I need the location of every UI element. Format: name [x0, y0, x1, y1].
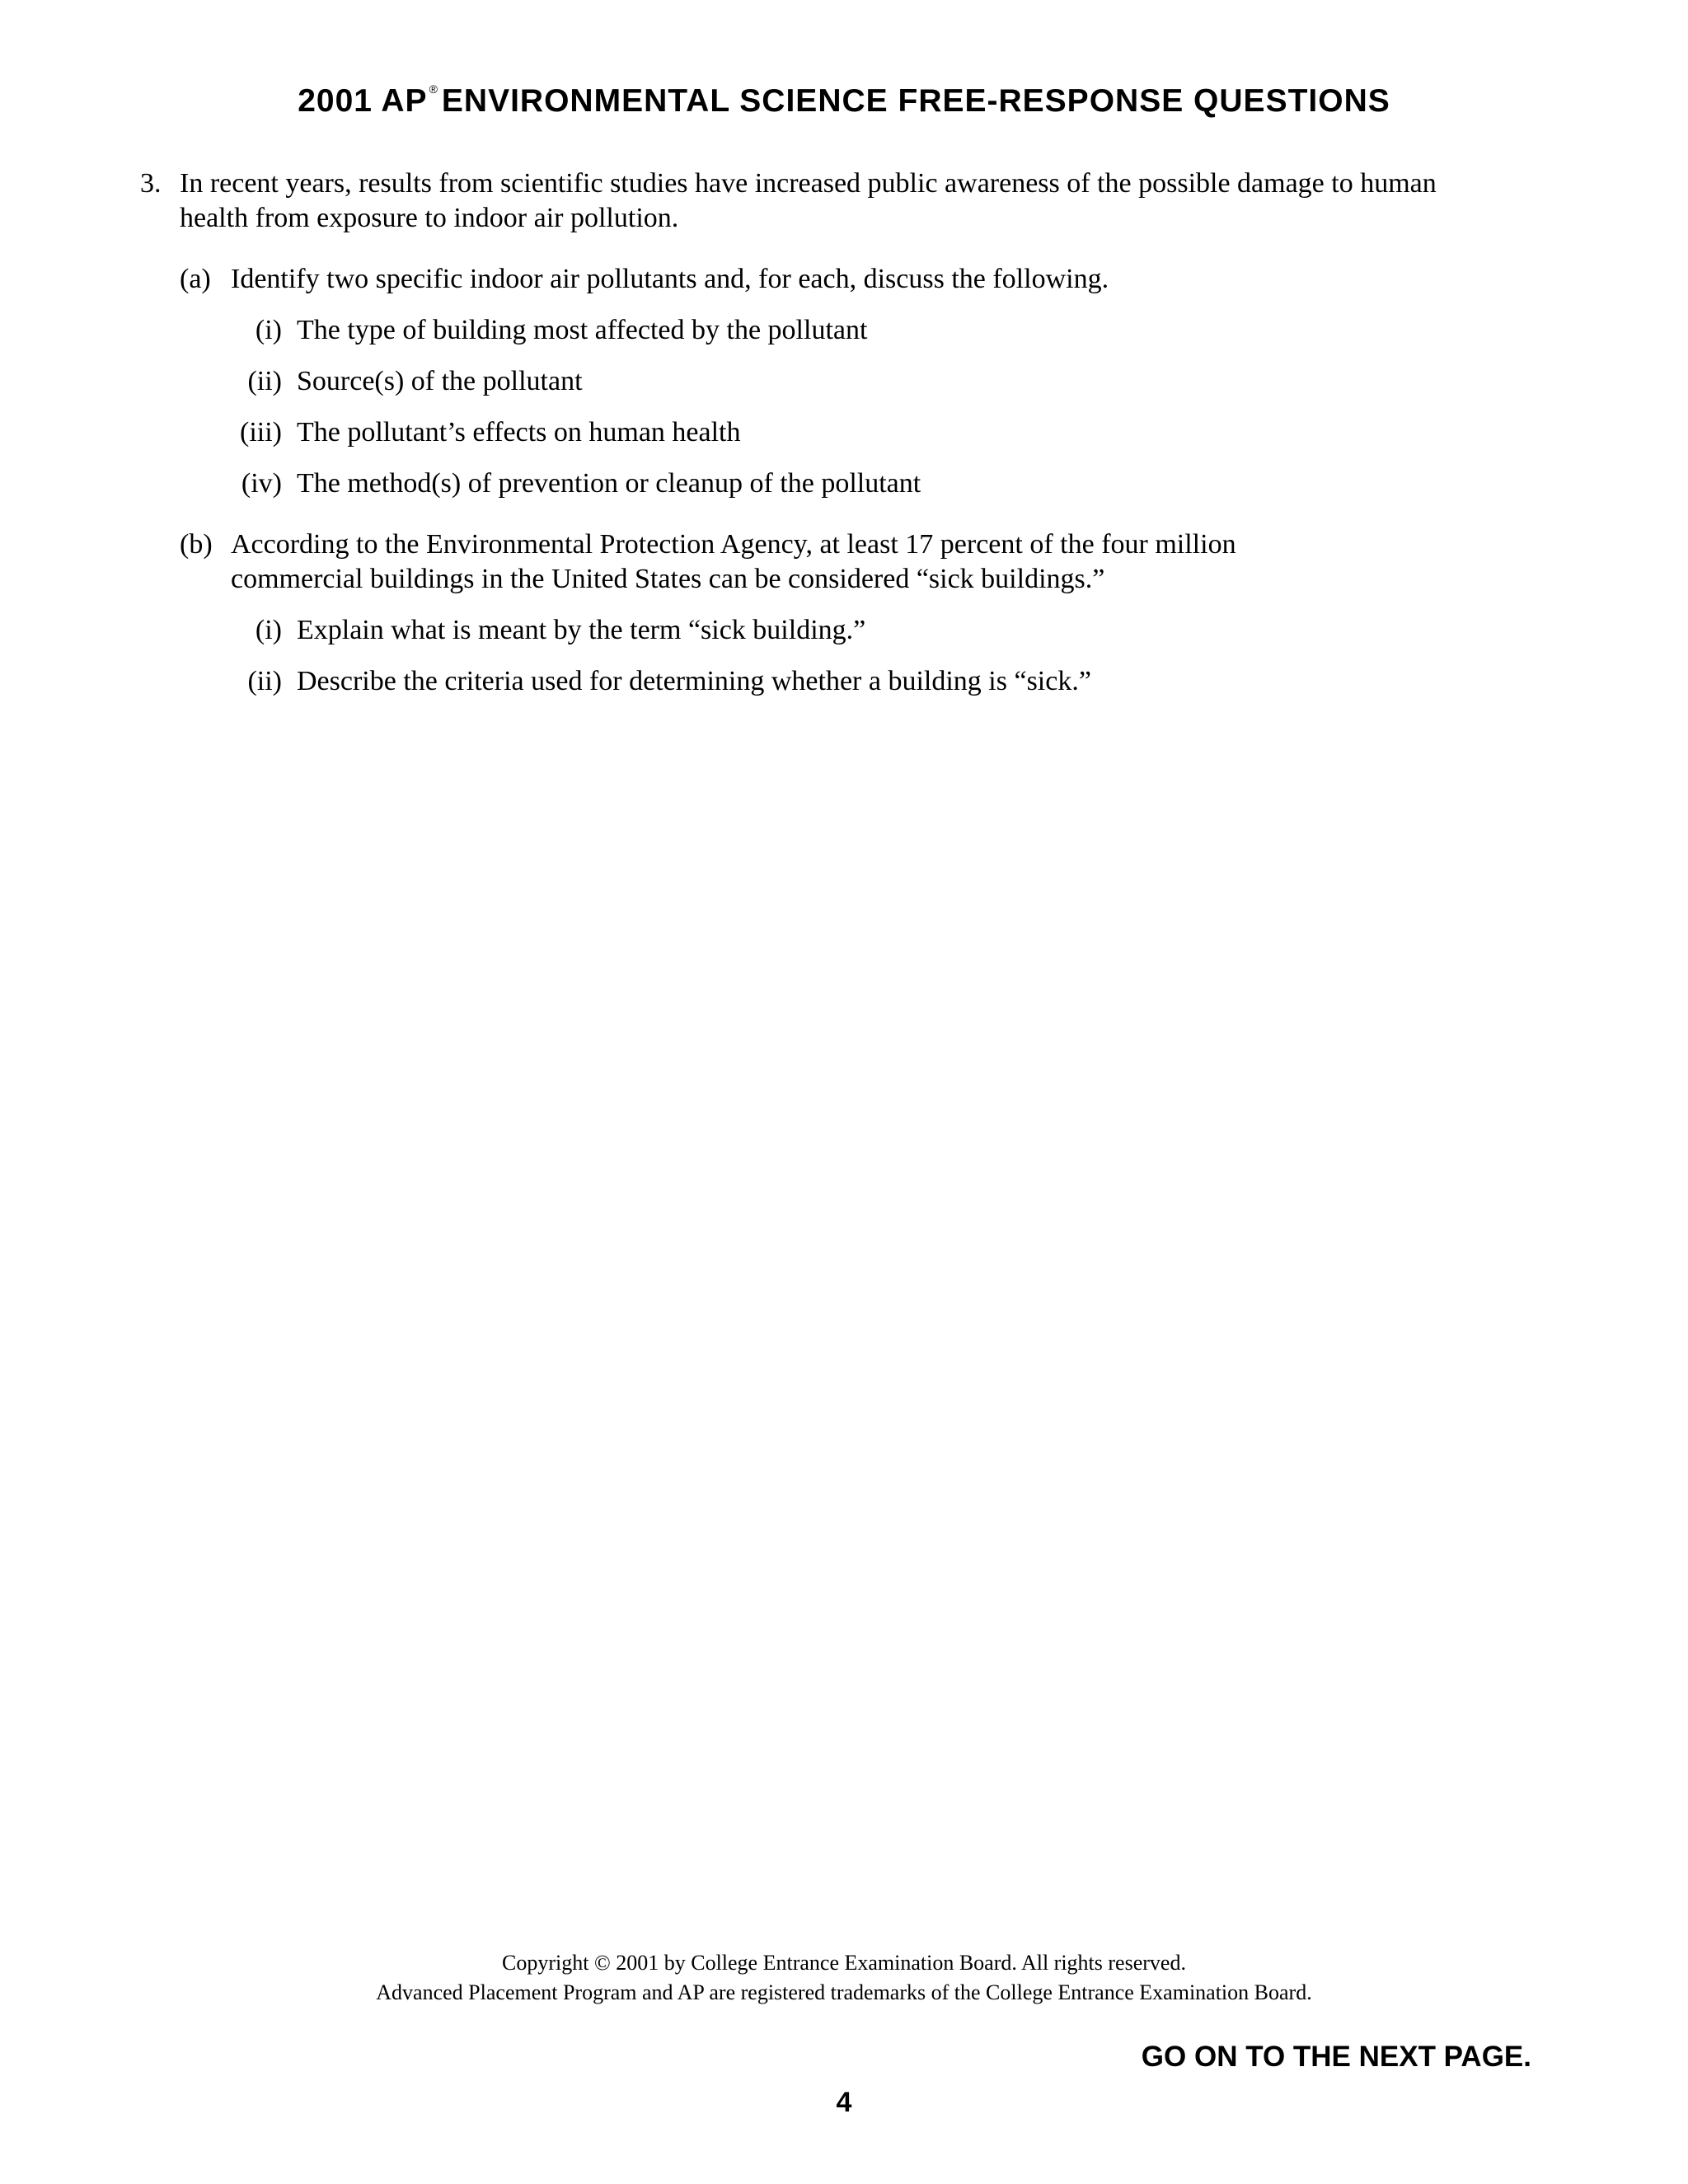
part-a-label: (a)	[180, 264, 211, 294]
part-b-sub-ii-label: (ii)	[247, 666, 282, 696]
part-a-sub-iv-text: The method(s) of prevention or cleanup of the pollutant	[297, 468, 921, 499]
page-number: 4	[836, 2087, 852, 2118]
part-a-text: Identify two specific indoor air pollutants and, for each, discuss the following.	[231, 264, 1109, 294]
part-a-sub-ii-label: (ii)	[247, 366, 282, 396]
copyright-line: Copyright © 2001 by College Entrance Examination Board. All rights reserved.	[502, 1951, 1186, 1975]
part-a-sub-i-text: The type of building most affected by the pollutant	[297, 315, 868, 345]
page-title	[0, 82, 1688, 120]
part-a-sub-iv-label: (iv)	[241, 468, 282, 499]
part-a-sub-ii-text: Source(s) of the pollutant	[297, 366, 583, 396]
trademark-line: Advanced Placement Program and AP are registered trademarks of the College Entrance Examination Board.	[376, 1980, 1312, 2004]
part-a-sub-iii-label: (iii)	[240, 417, 282, 448]
registered-mark: ®	[429, 82, 438, 96]
part-a-sub-i-label: (i)	[255, 315, 282, 345]
part-b-sub-i-label: (i)	[255, 615, 282, 645]
question-stem-line-1: In recent years, results from scientific studies have increased public awareness of the possible damage to human	[180, 168, 1437, 199]
part-b-sub-ii-text: Describe the criteria used for determining whether a building is “sick.”	[297, 666, 1091, 696]
title-prefix: 2001 AP	[298, 83, 428, 119]
part-b-text-line-2: commercial buildings in the United States can be considered “sick buildings.”	[231, 564, 1105, 594]
question-number: 3.	[140, 168, 162, 199]
question-stem-line-2: health from exposure to indoor air pollution.	[180, 203, 679, 233]
part-b-text-line-1: According to the Environmental Protection Agency, at least 17 percent of the four million	[231, 529, 1236, 560]
part-b-sub-i-text: Explain what is meant by the term “sick building.”	[297, 615, 866, 645]
part-a-sub-iii-text: The pollutant’s effects on human health	[297, 417, 741, 448]
next-page-notice: GO ON TO THE NEXT PAGE.	[1141, 2041, 1531, 2073]
title-suffix: ENVIRONMENTAL SCIENCE FREE-RESPONSE QUESTIONS	[441, 83, 1390, 119]
part-b-label: (b)	[180, 529, 213, 560]
